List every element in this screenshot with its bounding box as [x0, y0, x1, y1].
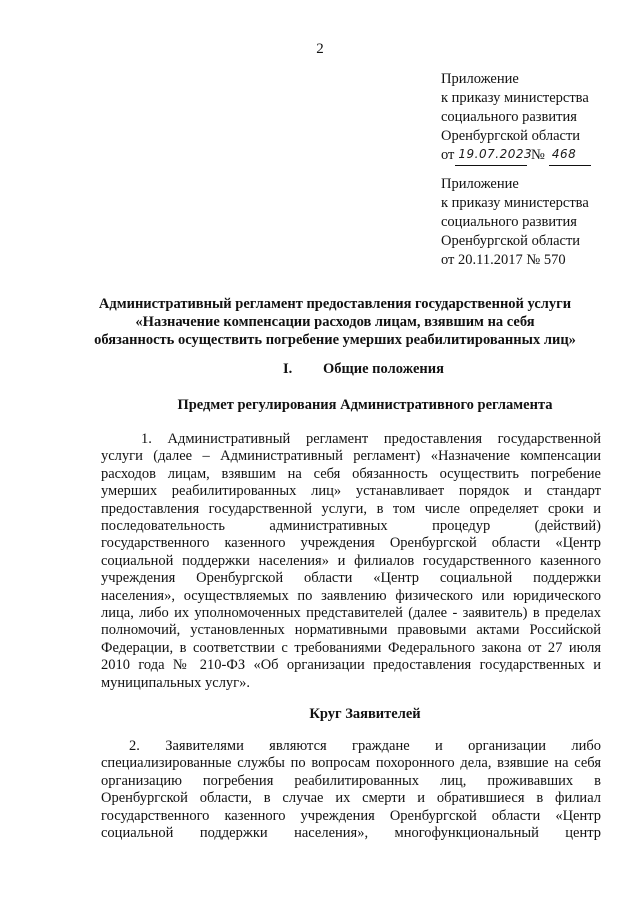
- paragraph-line: умерших реабилитированных лиц» устанавливает порядок и стандарт: [101, 483, 601, 500]
- title-line: обязанность осуществить погребение умерших реабилитированных лиц»: [94, 332, 576, 348]
- paragraph-line: организацию погребения реабилитированных лиц, проживавших в: [101, 772, 601, 789]
- appendix-line: к приказу министерства: [441, 90, 589, 106]
- paragraph-line: 2. Заявителями являются граждане и организации либо: [129, 738, 601, 754]
- handwritten-date: 19.07.2023: [458, 147, 533, 161]
- paragraph-line: 2010 года № 210-ФЗ «Об организации предоставления государственных и: [101, 657, 601, 674]
- number-signature-line: [549, 146, 591, 166]
- paragraph-line: социальной поддержки населения» и филиалов государственного казенного: [101, 552, 601, 569]
- page-number: 2: [316, 41, 324, 57]
- date-signature-line: [455, 146, 533, 166]
- date-prefix: от: [441, 147, 455, 163]
- paragraph-2: [101, 738, 601, 842]
- appendix-line: Приложение: [441, 71, 519, 87]
- appendix-block-original: [441, 175, 631, 270]
- paragraph-line: населения», осуществляемых по заявлению физического или юридического: [101, 587, 601, 604]
- subheading-applicants: Круг Заявителей: [309, 706, 421, 722]
- appendix-line: социального развития: [441, 214, 577, 230]
- paragraph-line: социальной поддержки населения», многофункциональный центр: [101, 825, 601, 842]
- paragraph-1: [101, 431, 601, 692]
- paragraph-line: государственного казенного учреждения Оренбургской области «Центр: [101, 807, 601, 824]
- paragraph-line: предоставления государственной услуги, в том числе определяет сроки и: [101, 500, 601, 517]
- paragraph-line: Федерации, в соответствии с требованиями Федерального закона от 27 июля: [101, 639, 601, 656]
- paragraph-line: услуги (далее – Административный регламент) «Назначение компенсации: [101, 448, 601, 465]
- title-line: Административный регламент предоставления государственной услуги: [98, 296, 572, 312]
- paragraph-line: муниципальных услуг».: [101, 674, 251, 691]
- paragraph-line: 1. Административный регламент предоставления государственной: [141, 431, 601, 447]
- title-line: «Назначение компенсации расходов лицам, взявшим на себя: [135, 314, 535, 330]
- paragraph-line: последовательность административных процедур (действий): [101, 518, 601, 535]
- paragraph-line: Оренбургской области, в случае их смерти и обратившиеся в филиал: [101, 790, 601, 807]
- paragraph-line: полномочий, установленных нормативными правовыми актами Российской: [101, 622, 601, 639]
- paragraph-line: государственного казенного учреждения Оренбургской области «Центр: [101, 535, 601, 552]
- handwritten-number: 468: [551, 147, 577, 161]
- paragraph-line: лица, либо их уполномоченных представителей (далее - заявитель) в пределах: [101, 605, 601, 622]
- appendix-line: социального развития: [441, 109, 577, 125]
- appendix-line: Оренбургской области: [441, 128, 581, 144]
- appendix-line: от 20.11.2017 № 570: [441, 252, 566, 268]
- appendix-date-line: [441, 146, 631, 166]
- document-title: [70, 295, 600, 349]
- section-title: Общие положения: [323, 361, 444, 377]
- appendix-line: к приказу министерства: [441, 195, 589, 211]
- paragraph-line: специализированные службы по вопросам похоронного дела, взявшие на себя: [101, 755, 601, 772]
- appendix-line: Приложение: [441, 176, 519, 192]
- paragraph-line: расходов лицам, взявшим на себя обязанность осуществить погребение: [101, 465, 601, 482]
- subheading-subject: Предмет регулирования Административного регламента: [177, 397, 553, 413]
- paragraph-line: учреждения Оренбургской области «Центр социальной поддержки: [101, 570, 601, 587]
- appendix-line: Оренбургской области: [441, 233, 581, 249]
- section-number: I.: [283, 361, 293, 377]
- number-prefix: №: [531, 147, 545, 163]
- appendix-block-current: [441, 70, 631, 166]
